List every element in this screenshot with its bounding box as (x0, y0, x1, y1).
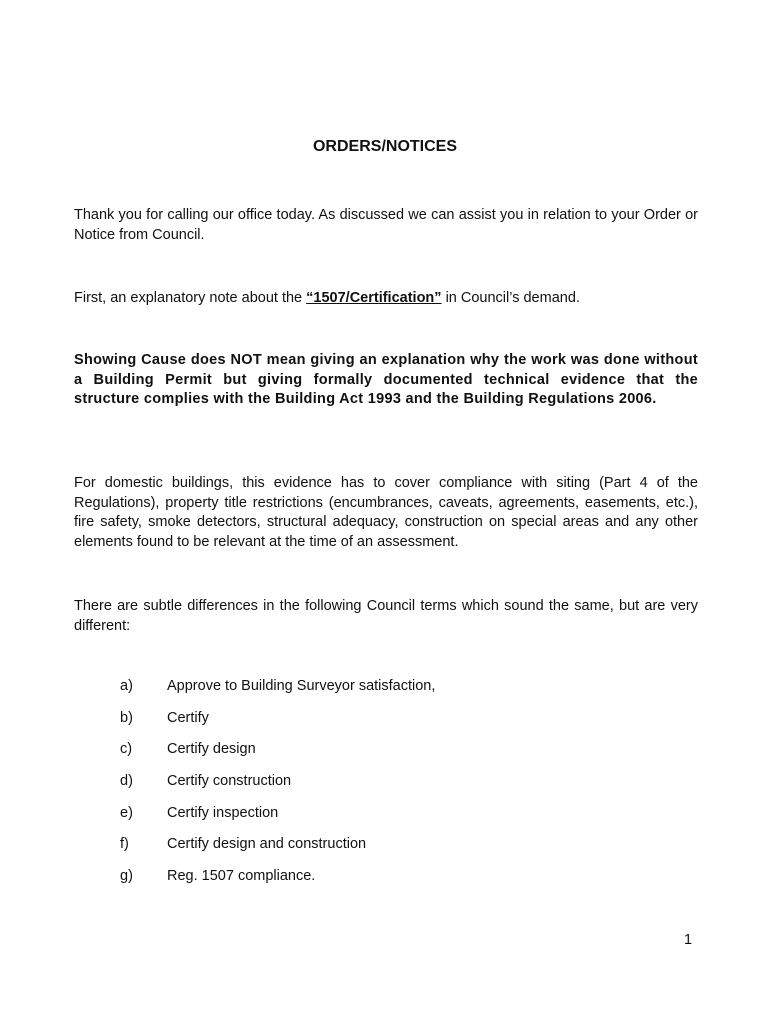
list-item (0, 710, 770, 742)
council-terms-list (0, 678, 770, 900)
list-item (0, 741, 770, 773)
list-item (0, 773, 770, 805)
list-item-text: Certify construction (167, 773, 292, 790)
list-item-letter: a) (120, 678, 133, 694)
domestic-buildings-paragraph: For domestic buildings, this evidence has to cover compliance with siting (Part 4 of the Regulations), property title restrictions (encumbrances, caveats, agreements, easements, etc.), fire safety, smoke detectors, structural adequacy, construction on special areas and any other elements found to be relevant at the time of an assessment. (74, 475, 698, 550)
list-item-letter: c) (120, 741, 133, 758)
list-item-letter: f) (120, 836, 129, 853)
list-item-text: Certify (167, 709, 209, 726)
list-item-text: Reg. 1507 compliance. (167, 868, 316, 885)
list-item-letter: g) (120, 868, 133, 885)
council-terms-intro: There are subtle differences in the following Council terms which sound the same, but are very different: (74, 598, 698, 634)
list-item-letter: e) (120, 804, 133, 821)
note-text-before: First, an explanatory note about the (74, 290, 307, 306)
list-item-text: Certify design and construction (167, 836, 367, 853)
explanatory-note-paragraph (74, 289, 698, 309)
list-item (0, 836, 770, 868)
page-number: 1 (684, 932, 693, 948)
list-item (0, 805, 770, 837)
page-title: ORDERS/NOTICES (312, 138, 457, 155)
list-item (0, 678, 770, 710)
list-item-letter: b) (120, 709, 133, 726)
list-item-text: Certify inspection (167, 804, 279, 821)
certification-term: “1507/Certification” (306, 290, 442, 306)
list-item-text: Certify design (167, 741, 256, 758)
note-text-after: in Council’s demand. (441, 290, 580, 306)
list-item-letter: d) (120, 773, 133, 790)
intro-paragraph: Thank you for calling our office today. As discussed we can assist you in relation to your Order or Notice from Council. (74, 207, 698, 243)
list-item-text: Approve to Building Surveyor satisfaction, (167, 678, 436, 694)
list-item (0, 868, 770, 900)
showing-cause-paragraph: Showing Cause does NOT mean giving an explanation why the work was done without a Building Permit but giving formally documented technical evidence that the structure complies with the Building Act 1993 and the Building Regulations 2006. (74, 352, 698, 408)
